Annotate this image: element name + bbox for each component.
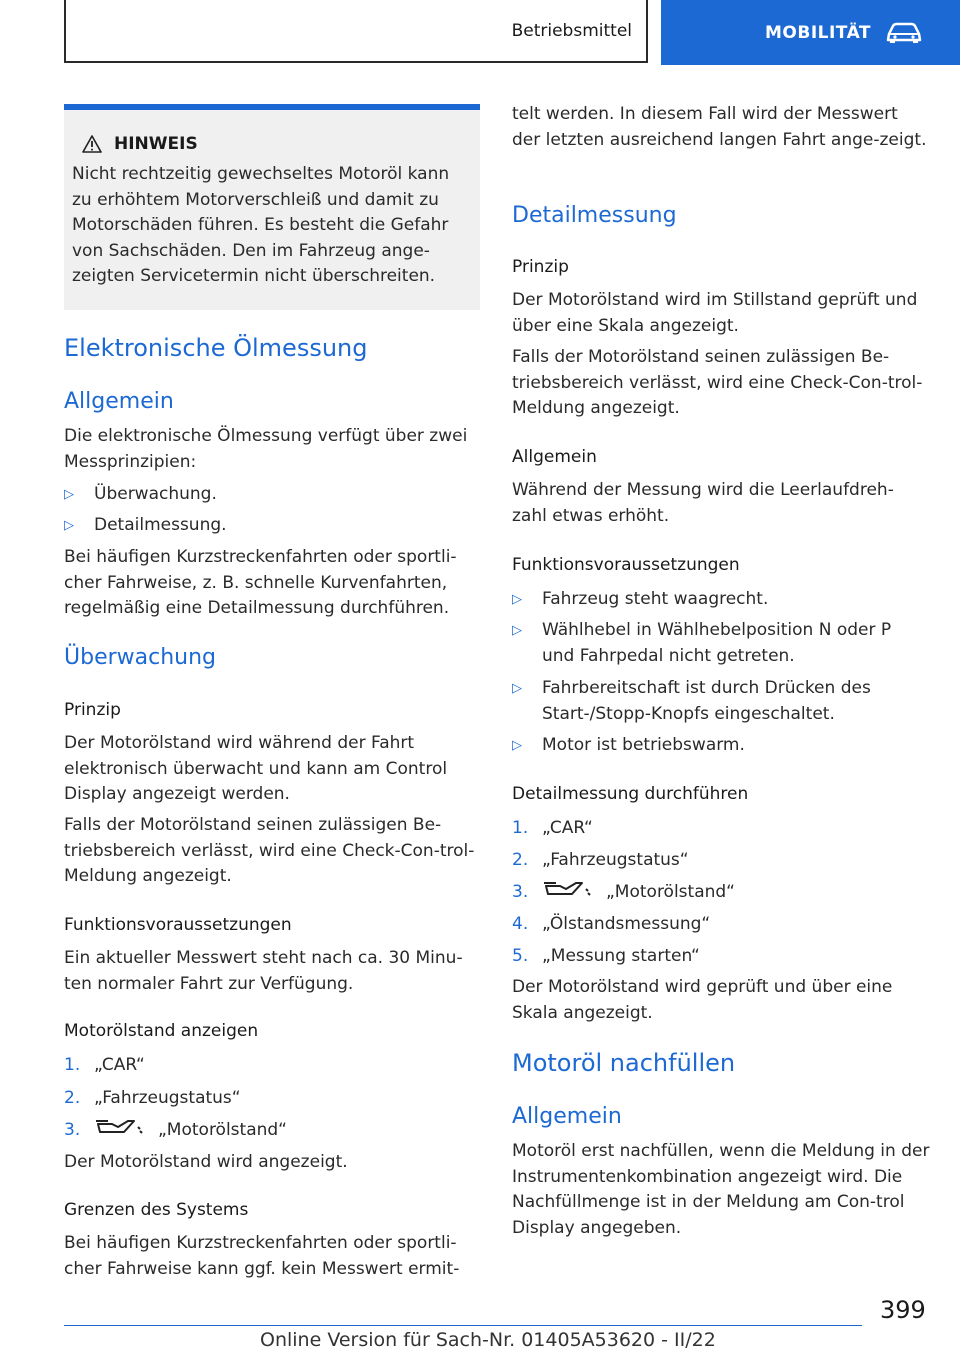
list-item	[512, 847, 689, 873]
notice-heading	[82, 134, 472, 154]
header-chapter-title: MOBILITÄT	[765, 22, 872, 43]
list-item-text: Fahrbereitschaft ist durch Drücken des Start-/Stopp-Knopfs eingeschaltet.	[542, 678, 871, 724]
footer-text: Online Version für Sach-Nr. 01405A53620 - II/22	[260, 1329, 716, 1351]
heading-motoroel-nachfuellen: Motoröl nachfüllen	[512, 1049, 736, 1077]
paragraph-grenzen: Bei häufigen Kurzstreckenfahrten oder sportli-cher Fahrweise kann ggf. kein Messwert ermit-	[64, 1233, 460, 1279]
step-text: „Messung starten“	[542, 946, 700, 966]
warning-icon	[82, 135, 102, 153]
paragraph-allgemein: Während der Messung wird die Leerlaufdreh-zahl etwas erhöht.	[512, 480, 894, 526]
subheading-prinzip: Prinzip	[512, 257, 569, 277]
step-number: 2.	[512, 850, 529, 870]
heading-elektronische-oelmessung: Elektronische Ölmessung	[64, 334, 368, 362]
list-item	[512, 617, 922, 669]
list-item	[64, 481, 480, 508]
step-number: 3.	[512, 882, 529, 902]
paragraph-prinzip-1: Der Motorölstand wird während der Fahrt elektronisch überwacht und kann am Control Display angezeigt werden.	[64, 733, 448, 804]
oil-can-icon	[94, 1117, 146, 1137]
list-item-text: Überwachung.	[94, 484, 217, 504]
list-item	[64, 1085, 241, 1111]
list-item	[512, 911, 710, 937]
notice-box	[64, 104, 480, 310]
step-text: „CAR“	[542, 818, 593, 838]
subheading-motoroelstand-anzeigen: Motorölstand anzeigen	[64, 1021, 259, 1041]
list-item	[64, 1117, 287, 1143]
step-number: 1.	[512, 818, 529, 838]
paragraph-prinzip-1: Der Motorölstand wird im Stillstand geprüft und über eine Skala angezeigt.	[512, 290, 918, 336]
paragraph-funktion: Ein aktueller Messwert steht nach ca. 30 Minu-ten normaler Fahrt zur Verfügung.	[64, 948, 463, 994]
heading-allgemein: Allgemein	[64, 389, 174, 414]
header-section-title: Betriebsmittel	[511, 20, 632, 41]
subheading-funktionsvoraussetzungen: Funktionsvoraussetzungen	[512, 555, 740, 575]
car-icon	[885, 22, 923, 44]
list-item	[512, 675, 922, 727]
paragraph-kurzstrecken: Bei häufigen Kurzstreckenfahrten oder sportli-cher Fahrweise, z. B. schnelle Kurvenfahrten, regelmäßig eine Detailmessung durchführen.	[64, 547, 457, 618]
list-item	[512, 943, 700, 969]
subheading-grenzen-des-systems: Grenzen des Systems	[64, 1200, 249, 1220]
list-item	[512, 732, 928, 759]
step-number: 2.	[64, 1088, 81, 1108]
list-item	[64, 512, 480, 539]
list-item	[64, 1052, 145, 1078]
list-item-text: Detailmessung.	[94, 515, 227, 535]
heading-ueberwachung: Überwachung	[64, 645, 217, 670]
step-text: „Ölstandsmessung“	[542, 914, 711, 934]
subheading-detailmessung-durchfuehren: Detailmessung durchführen	[512, 784, 749, 804]
paragraph-continuation: telt werden. In diesem Fall wird der Messwert der letzten ausreichend langen Fahrt ange-zeigt.	[512, 104, 927, 150]
step-text: „Motorölstand“	[158, 1120, 287, 1140]
triangle-bullet-icon: ▷	[64, 487, 74, 502]
heading-allgemein: Allgemein	[512, 1104, 622, 1129]
step-text: „Motorölstand“	[606, 882, 735, 902]
header-chapter-box	[661, 0, 960, 65]
list-item-text: Motor ist betriebswarm.	[542, 735, 745, 755]
paragraph-prinzip-2: Falls der Motorölstand seinen zulässigen Be-triebsbereich verlässt, wird eine Check-Con-trol-Meldung angezeigt.	[512, 347, 923, 418]
paragraph-prinzip-2: Falls der Motorölstand seinen zulässigen Be-triebsbereich verlässt, wird eine Check-Con-trol-Meldung angezeigt.	[64, 815, 475, 886]
oil-can-icon	[542, 879, 594, 899]
step-text: „Fahrzeugstatus“	[94, 1088, 241, 1108]
step-number: 4.	[512, 914, 529, 934]
triangle-bullet-icon: ▷	[512, 592, 522, 607]
list-item	[512, 879, 735, 905]
list-item-text: Wählhebel in Wählhebelposition N oder P und Fahrpedal nicht getreten.	[542, 620, 892, 666]
paragraph-skala: Der Motorölstand wird geprüft und über eine Skala angezeigt.	[512, 977, 893, 1023]
paragraph-nachfuellen: Motoröl erst nachfüllen, wenn die Meldung in der Instrumentenkombination angezeigt wird. Die Nachfüllmenge ist in der Meldung am Con-trol Display angegeben.	[512, 1141, 930, 1238]
triangle-bullet-icon: ▷	[64, 518, 74, 533]
subheading-prinzip: Prinzip	[64, 700, 121, 720]
list-item	[512, 815, 593, 841]
notice-title: HINWEIS	[114, 134, 198, 154]
step-number: 3.	[64, 1120, 81, 1140]
heading-detailmessung: Detailmessung	[512, 203, 677, 228]
footer-divider	[64, 1325, 862, 1326]
triangle-bullet-icon: ▷	[512, 738, 522, 753]
triangle-bullet-icon: ▷	[512, 623, 522, 638]
step-number: 1.	[64, 1055, 81, 1075]
notice-text: Nicht rechtzeitig gewechseltes Motoröl kann zu erhöhtem Motorverschleiß und damit zu Motorschäden führen. Es besteht die Gefahr von Sachschäden. Den im Fahrzeug ange-zeigten Servicetermin nicht überschreiten.	[72, 164, 450, 286]
triangle-bullet-icon: ▷	[512, 681, 522, 696]
list-item	[512, 586, 928, 613]
page-number: 399	[880, 1296, 926, 1324]
step-text: „Fahrzeugstatus“	[542, 850, 689, 870]
step-text: „CAR“	[94, 1055, 145, 1075]
header-section-box	[64, 0, 648, 63]
step-number: 5.	[512, 946, 529, 966]
subheading-funktionsvoraussetzungen: Funktionsvoraussetzungen	[64, 915, 292, 935]
subheading-allgemein: Allgemein	[512, 447, 597, 467]
paragraph-angezeigt: Der Motorölstand wird angezeigt.	[64, 1152, 348, 1172]
paragraph-allgemein: Die elektronische Ölmessung verfügt über zwei Messprinzipien:	[64, 426, 468, 472]
list-item-text: Fahrzeug steht waagrecht.	[542, 589, 769, 609]
